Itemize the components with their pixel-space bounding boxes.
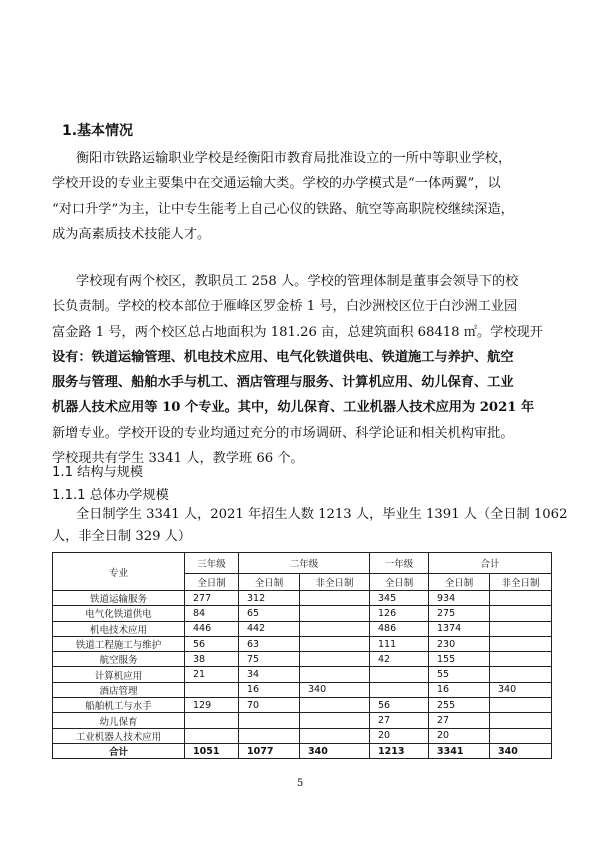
text-line: 长负责制。学校的校本部位于雁峰区罗金桥 1 号，白沙洲校区位于白沙洲工业园 <box>52 299 518 315</box>
header-grade1: 一年级 <box>370 553 429 574</box>
sub-part: 非全日制 <box>490 574 552 591</box>
grade3-full-cell: 277 <box>185 591 239 606</box>
total-part-cell: 340 <box>490 743 552 758</box>
total-part-cell <box>490 591 552 606</box>
total-part-cell <box>490 606 552 621</box>
grade2-full-cell <box>239 713 300 728</box>
grade1-full-cell <box>370 682 429 697</box>
grade1-full-cell: 1213 <box>370 743 429 758</box>
sub-full: 全日制 <box>429 574 490 591</box>
specialty-cell: 工业机器人技术应用 <box>53 728 185 743</box>
grade3-full-cell: 56 <box>185 636 239 651</box>
sub-full: 全日制 <box>239 574 300 591</box>
grade2-part-cell <box>300 713 370 728</box>
total-full-cell: 55 <box>429 667 490 682</box>
campus-paragraph <box>52 269 552 471</box>
total-full-cell: 27 <box>429 713 490 728</box>
total-full-cell: 3341 <box>429 743 490 758</box>
grade2-part-cell <box>300 652 370 667</box>
grade2-part-cell <box>300 698 370 713</box>
table-row <box>53 606 552 621</box>
grade2-full-cell: 1077 <box>239 743 300 758</box>
grade3-full-cell: 38 <box>185 652 239 667</box>
total-part-cell <box>490 728 552 743</box>
sub-full: 全日制 <box>370 574 429 591</box>
specialty-cell: 电气化铁道供电 <box>53 606 185 621</box>
total-part-cell <box>490 713 552 728</box>
grade3-full-cell <box>185 728 239 743</box>
total-full-cell: 230 <box>429 636 490 651</box>
subsubsection-title: 1.1.1 总体办学规模 <box>52 488 169 503</box>
grade1-full-cell <box>370 667 429 682</box>
table-row <box>53 698 552 713</box>
table-row <box>53 713 552 728</box>
grade2-full-cell: 16 <box>239 682 300 697</box>
specialty-cell: 机电技术应用 <box>53 621 185 636</box>
total-part-cell <box>490 636 552 651</box>
grade3-full-cell <box>185 713 239 728</box>
grade2-part-cell: 340 <box>300 743 370 758</box>
grade1-full-cell: 486 <box>370 621 429 636</box>
grade1-full-cell: 56 <box>370 698 429 713</box>
text-line: 学校开设的专业主要集中在交通运输大类。学校的办学模式是“一体两翼”，以 <box>52 176 501 192</box>
grade2-full-cell <box>239 728 300 743</box>
specialty-cell: 船舶机工与水手 <box>53 698 185 713</box>
total-full-cell: 20 <box>429 728 490 743</box>
subsection-title: 1.1 结构与规模 <box>52 465 144 480</box>
grade2-part-cell <box>300 621 370 636</box>
grade3-full-cell: 84 <box>185 606 239 621</box>
table-row <box>53 591 552 606</box>
specialty-cell: 铁道工程施工与维护 <box>53 636 185 651</box>
table-header-row <box>53 553 552 574</box>
grade2-part-cell <box>300 667 370 682</box>
grade2-part-cell <box>300 636 370 651</box>
total-full-cell: 16 <box>429 682 490 697</box>
text-line: 机器人技术应用等 10 个专业。其中，幼儿保育、工业机器人技术应用为 2021 年 <box>52 400 535 416</box>
grade2-part-cell: 340 <box>300 682 370 697</box>
total-part-cell: 340 <box>490 682 552 697</box>
specialty-cell: 酒店管理 <box>53 682 185 697</box>
total-part-cell <box>490 621 552 636</box>
text-line: “对口升学”为主，让中专生能考上自己心仪的铁路、航空等高职院校继续深造， <box>52 201 514 217</box>
table-row <box>53 652 552 667</box>
specialty-cell: 计算机应用 <box>53 667 185 682</box>
grade1-full-cell: 20 <box>370 728 429 743</box>
total-full-cell: 1374 <box>429 621 490 636</box>
total-part-cell <box>490 667 552 682</box>
sub-part: 非全日制 <box>300 574 370 591</box>
text-line: 成为高素质技术技能人才。 <box>52 226 211 242</box>
section-title: 1.基本情况 <box>62 123 134 139</box>
grade2-full-cell: 70 <box>239 698 300 713</box>
header-grade3: 三年级 <box>185 553 239 574</box>
grade2-part-cell <box>300 728 370 743</box>
header-specialty: 专业 <box>53 553 185 591</box>
grade3-full-cell: 21 <box>185 667 239 682</box>
table-row <box>53 682 552 697</box>
grade2-full-cell: 63 <box>239 636 300 651</box>
specialty-cell: 航空服务 <box>53 652 185 667</box>
grade2-full-cell: 312 <box>239 591 300 606</box>
specialty-cell: 幼儿保育 <box>53 713 185 728</box>
intro-paragraph <box>52 146 552 247</box>
total-full-cell: 275 <box>429 606 490 621</box>
scale-paragraph <box>52 504 568 548</box>
text-line: 服务与管理、船舶水手与机工、酒店管理与服务、计算机应用、幼儿保育、工业 <box>52 375 514 391</box>
grade3-full-cell: 129 <box>185 698 239 713</box>
text-line: 学校现有两个校区，教职员工 258 人。学校的管理体制是董事会领导下的校 <box>76 274 519 289</box>
grade1-full-cell: 126 <box>370 606 429 621</box>
specialty-cell: 铁道运输服务 <box>53 591 185 606</box>
page-number: 5 <box>296 778 304 789</box>
total-full-cell: 255 <box>429 698 490 713</box>
grade3-full-cell <box>185 682 239 697</box>
text-line: 设有：铁道运输管理、机电技术应用、电气化铁道供电、铁道施工与养护、航空 <box>52 349 514 365</box>
table-row <box>53 667 552 682</box>
header-total: 合计 <box>429 553 552 574</box>
header-grade2: 二年级 <box>239 553 370 574</box>
grade1-full-cell: 27 <box>370 713 429 728</box>
table-row <box>53 728 552 743</box>
grade3-full-cell: 1051 <box>185 743 239 758</box>
table-row <box>53 621 552 636</box>
grade1-full-cell: 345 <box>370 591 429 606</box>
total-full-cell: 934 <box>429 591 490 606</box>
enrollment-table <box>52 552 552 759</box>
text-line: 衡阳市铁路运输职业学校是经衡阳市教育局批准设立的一所中等职业学校， <box>76 151 512 166</box>
specialty-cell: 合计 <box>53 743 185 758</box>
sub-full: 全日制 <box>185 574 239 591</box>
total-part-cell <box>490 698 552 713</box>
text-line: 富金路 1 号，两个校区总占地面积为 181.26 亩，总建筑面积 68418 ㎡。学校现开 <box>52 324 543 340</box>
grade2-full-cell: 442 <box>239 621 300 636</box>
grade1-full-cell: 42 <box>370 652 429 667</box>
total-part-cell <box>490 652 552 667</box>
table-row <box>53 636 552 651</box>
grade2-full-cell: 75 <box>239 652 300 667</box>
table-total-row <box>53 743 552 758</box>
table-body <box>53 591 552 759</box>
text-line: 新增专业。学校开设的专业均通过充分的市场调研、科学论证和相关机构审批。 <box>52 425 514 441</box>
text-line: 学校现共有学生 3341 人，教学班 66 个。 <box>52 451 304 467</box>
grade1-full-cell: 111 <box>370 636 429 651</box>
total-full-cell: 155 <box>429 652 490 667</box>
grade2-full-cell: 34 <box>239 667 300 682</box>
grade2-part-cell <box>300 606 370 621</box>
text-line: 全日制学生 3341 人，2021 年招生人数 1213 人，毕业生 1391 人（全日制 1062 <box>76 507 568 522</box>
grade3-full-cell: 446 <box>185 621 239 636</box>
grade2-full-cell: 65 <box>239 606 300 621</box>
grade2-part-cell <box>300 591 370 606</box>
text-line: 人，非全日制 329 人） <box>52 529 192 544</box>
